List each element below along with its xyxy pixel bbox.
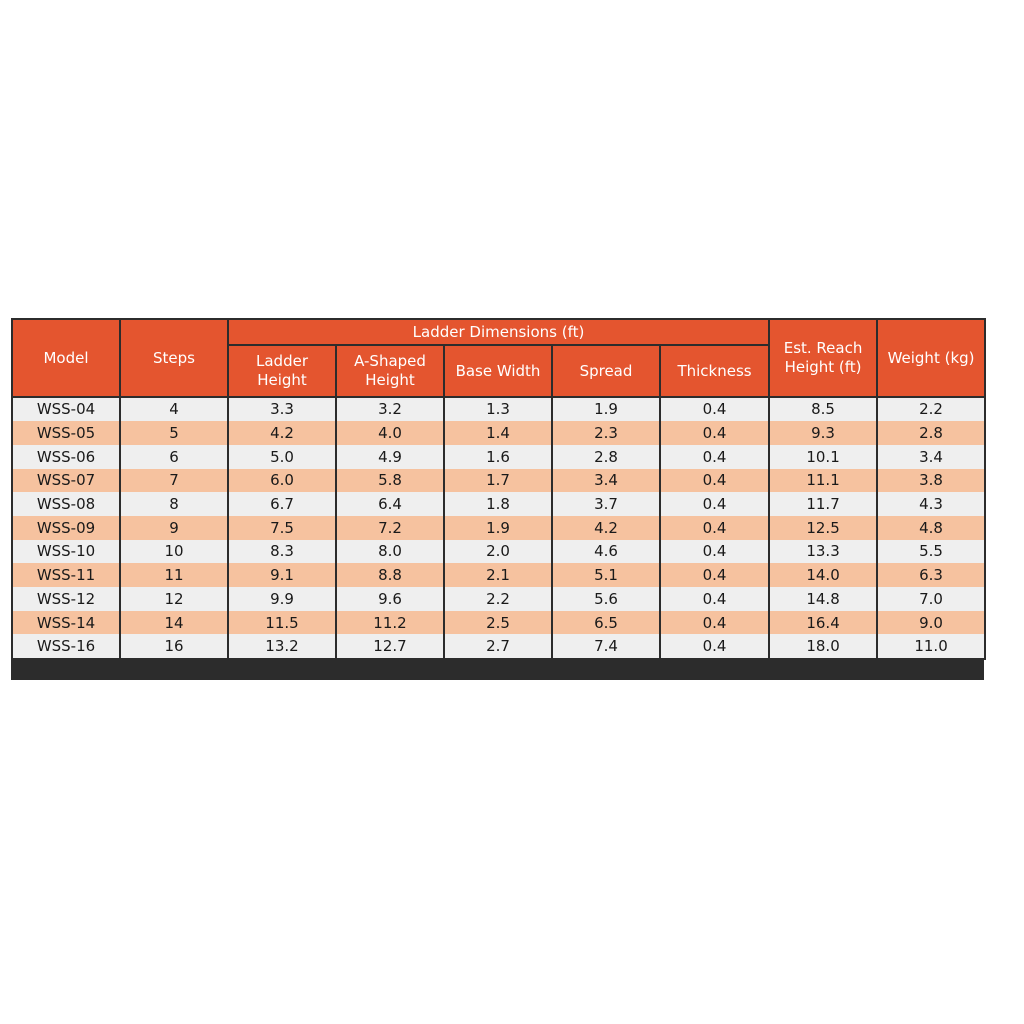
- cell-base-width: 1.8: [444, 492, 552, 516]
- cell-ladder-height: 7.5: [228, 516, 336, 540]
- cell-model: WSS-11: [12, 563, 120, 587]
- table-row: [12, 469, 985, 493]
- cell-base-width: 1.3: [444, 397, 552, 421]
- header-a-shaped-height: A-Shaped Height: [336, 345, 444, 397]
- table-row: [12, 421, 985, 445]
- table-row: [12, 492, 985, 516]
- cell-thickness: 0.4: [660, 587, 769, 611]
- table-row: [12, 445, 985, 469]
- header-ladder-dimensions: Ladder Dimensions (ft): [228, 319, 769, 345]
- cell-est-reach-height: 18.0: [769, 634, 877, 658]
- cell-steps: 9: [120, 516, 228, 540]
- cell-model: WSS-06: [12, 445, 120, 469]
- cell-base-width: 1.4: [444, 421, 552, 445]
- cell-steps: 8: [120, 492, 228, 516]
- cell-ladder-height: 13.2: [228, 634, 336, 658]
- table-row: [12, 611, 985, 635]
- cell-est-reach-height: 9.3: [769, 421, 877, 445]
- cell-spread: 1.9: [552, 397, 660, 421]
- header-row-group: [12, 319, 985, 345]
- cell-weight: 11.0: [877, 634, 985, 658]
- table-row: [12, 587, 985, 611]
- cell-weight: 3.8: [877, 469, 985, 493]
- cell-a-shaped-height: 8.0: [336, 540, 444, 564]
- cell-model: WSS-12: [12, 587, 120, 611]
- cell-a-shaped-height: 7.2: [336, 516, 444, 540]
- cell-model: WSS-05: [12, 421, 120, 445]
- header-spread: Spread: [552, 345, 660, 397]
- cell-est-reach-height: 16.4: [769, 611, 877, 635]
- cell-weight: 5.5: [877, 540, 985, 564]
- cell-steps: 16: [120, 634, 228, 658]
- cell-steps: 11: [120, 563, 228, 587]
- cell-ladder-height: 5.0: [228, 445, 336, 469]
- cell-weight: 3.4: [877, 445, 985, 469]
- cell-spread: 4.2: [552, 516, 660, 540]
- cell-weight: 4.3: [877, 492, 985, 516]
- header-base-width: Base Width: [444, 345, 552, 397]
- cell-a-shaped-height: 4.0: [336, 421, 444, 445]
- cell-spread: 5.6: [552, 587, 660, 611]
- cell-base-width: 2.5: [444, 611, 552, 635]
- header-ladder-height: Ladder Height: [228, 345, 336, 397]
- cell-ladder-height: 9.1: [228, 563, 336, 587]
- cell-base-width: 1.9: [444, 516, 552, 540]
- cell-weight: 6.3: [877, 563, 985, 587]
- cell-weight: 9.0: [877, 611, 985, 635]
- cell-a-shaped-height: 8.8: [336, 563, 444, 587]
- cell-est-reach-height: 11.7: [769, 492, 877, 516]
- cell-ladder-height: 9.9: [228, 587, 336, 611]
- cell-spread: 3.4: [552, 469, 660, 493]
- header-model: Model: [12, 319, 120, 397]
- table-row: [12, 516, 985, 540]
- cell-model: WSS-14: [12, 611, 120, 635]
- cell-a-shaped-height: 9.6: [336, 587, 444, 611]
- cell-est-reach-height: 12.5: [769, 516, 877, 540]
- cell-steps: 14: [120, 611, 228, 635]
- cell-thickness: 0.4: [660, 540, 769, 564]
- header-steps: Steps: [120, 319, 228, 397]
- cell-est-reach-height: 8.5: [769, 397, 877, 421]
- cell-model: WSS-04: [12, 397, 120, 421]
- cell-spread: 2.8: [552, 445, 660, 469]
- cell-spread: 3.7: [552, 492, 660, 516]
- cell-model: WSS-16: [12, 634, 120, 658]
- table-row: [12, 540, 985, 564]
- cell-weight: 2.2: [877, 397, 985, 421]
- cell-a-shaped-height: 11.2: [336, 611, 444, 635]
- cell-spread: 6.5: [552, 611, 660, 635]
- cell-base-width: 2.7: [444, 634, 552, 658]
- cell-ladder-height: 3.3: [228, 397, 336, 421]
- cell-thickness: 0.4: [660, 492, 769, 516]
- cell-steps: 6: [120, 445, 228, 469]
- cell-spread: 7.4: [552, 634, 660, 658]
- cell-est-reach-height: 13.3: [769, 540, 877, 564]
- cell-model: WSS-10: [12, 540, 120, 564]
- table-body: [12, 397, 985, 659]
- ladder-spec-table: [11, 318, 986, 660]
- cell-thickness: 0.4: [660, 445, 769, 469]
- cell-base-width: 2.2: [444, 587, 552, 611]
- cell-thickness: 0.4: [660, 634, 769, 658]
- cell-ladder-height: 11.5: [228, 611, 336, 635]
- table-row: [12, 563, 985, 587]
- cell-spread: 4.6: [552, 540, 660, 564]
- cell-ladder-height: 6.0: [228, 469, 336, 493]
- header-est-reach-height: Est. Reach Height (ft): [769, 319, 877, 397]
- cell-spread: 5.1: [552, 563, 660, 587]
- cell-a-shaped-height: 3.2: [336, 397, 444, 421]
- cell-a-shaped-height: 12.7: [336, 634, 444, 658]
- header-weight: Weight (kg): [877, 319, 985, 397]
- cell-steps: 4: [120, 397, 228, 421]
- cell-weight: 7.0: [877, 587, 985, 611]
- cell-ladder-height: 4.2: [228, 421, 336, 445]
- cell-thickness: 0.4: [660, 469, 769, 493]
- cell-thickness: 0.4: [660, 611, 769, 635]
- cell-a-shaped-height: 5.8: [336, 469, 444, 493]
- cell-a-shaped-height: 6.4: [336, 492, 444, 516]
- cell-weight: 2.8: [877, 421, 985, 445]
- cell-model: WSS-07: [12, 469, 120, 493]
- cell-est-reach-height: 10.1: [769, 445, 877, 469]
- cell-base-width: 2.0: [444, 540, 552, 564]
- cell-model: WSS-09: [12, 516, 120, 540]
- cell-model: WSS-08: [12, 492, 120, 516]
- cell-ladder-height: 6.7: [228, 492, 336, 516]
- cell-steps: 12: [120, 587, 228, 611]
- table-row: [12, 397, 985, 421]
- cell-thickness: 0.4: [660, 397, 769, 421]
- cell-thickness: 0.4: [660, 563, 769, 587]
- cell-est-reach-height: 11.1: [769, 469, 877, 493]
- table-row: [12, 634, 985, 658]
- cell-steps: 10: [120, 540, 228, 564]
- cell-thickness: 0.4: [660, 516, 769, 540]
- cell-base-width: 1.7: [444, 469, 552, 493]
- cell-base-width: 2.1: [444, 563, 552, 587]
- cell-steps: 5: [120, 421, 228, 445]
- cell-est-reach-height: 14.0: [769, 563, 877, 587]
- cell-weight: 4.8: [877, 516, 985, 540]
- cell-steps: 7: [120, 469, 228, 493]
- header-thickness: Thickness: [660, 345, 769, 397]
- cell-thickness: 0.4: [660, 421, 769, 445]
- cell-est-reach-height: 14.8: [769, 587, 877, 611]
- cell-base-width: 1.6: [444, 445, 552, 469]
- cell-ladder-height: 8.3: [228, 540, 336, 564]
- cell-a-shaped-height: 4.9: [336, 445, 444, 469]
- cell-spread: 2.3: [552, 421, 660, 445]
